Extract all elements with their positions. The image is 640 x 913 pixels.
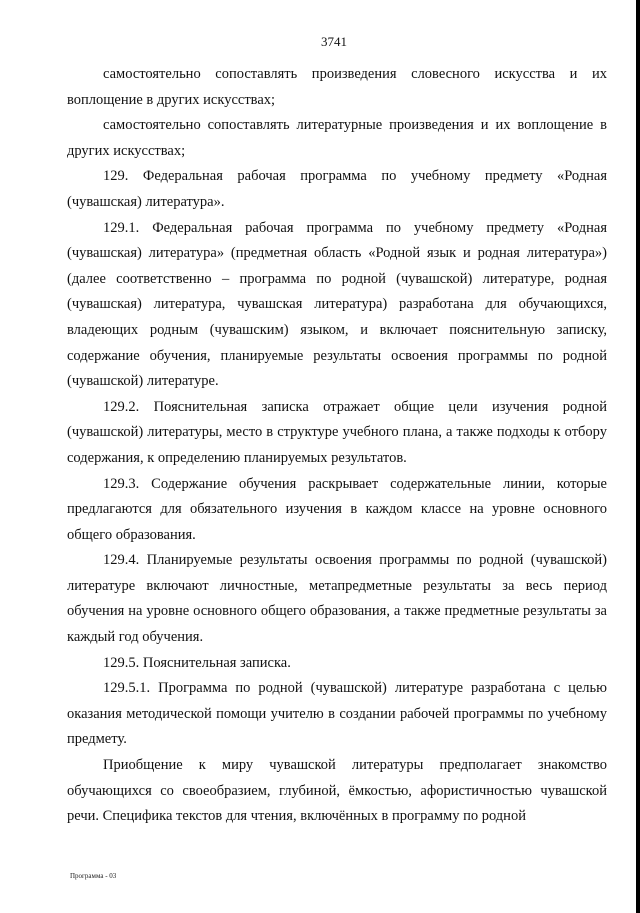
paragraph: самостоятельно сопоставлять литературные произведения и их воплощение в других искусствах; [67, 117, 607, 159]
paragraph: Приобщение к миру чувашской литературы предполагает знакомство обучающихся со своеобразием, глубиной, ёмкостью, афористичностью чувашской речи. Специфика текстов для чтения, включённых в программу по родной [67, 757, 607, 825]
footer-label: Программа - 03 [70, 872, 117, 880]
scan-edge [636, 0, 640, 913]
paragraph: 129.5. Пояснительная записка. [103, 654, 291, 671]
paragraph: 129.5.1. Программа по родной (чувашской) литературе разработана с целью оказания методической помощи учителю в создании рабочей программы по учебному предмету. [67, 680, 607, 748]
document-body [67, 62, 607, 830]
paragraph: 129.3. Содержание обучения раскрывает содержательные линии, которые предлагаются для обязательного изучения в каждом классе на уровне основного общего образования. [67, 475, 607, 543]
paragraph: 129.4. Планируемые результаты освоения программы по родной (чувашской) литературе включают личностные, метапредметные результаты за весь период обучения на уровне основного общего образования, а также предметные результаты за каждый год обучения. [67, 552, 607, 646]
paragraph: 129. Федеральная рабочая программа по учебному предмету «Родная (чувашская) литература». [67, 168, 607, 210]
page-number: 3741 [321, 34, 347, 49]
paragraph: 129.1. Федеральная рабочая программа по учебному предмету «Родная (чувашская) литература» (предметная область «Родной язык и родная литература») (далее соответственно – программа по родной (чувашской) литературе, родная (чувашская) литература, чувашская литература) разработана для обучающихся, владеющих родным (чувашским) языком, и включает пояснительную записку, содержание обучения, планируемые результаты освоения программы по родной (чувашской) литературе. [67, 219, 607, 390]
paragraph: самостоятельно сопоставлять произведения словесного искусства и их воплощение в других искусствах; [67, 66, 607, 108]
paragraph: 129.2. Пояснительная записка отражает общие цели изучения родной (чувашской) литературы, место в структуре учебного плана, а также подходы к отбору содержания, к определению планируемых результатов. [67, 398, 607, 466]
